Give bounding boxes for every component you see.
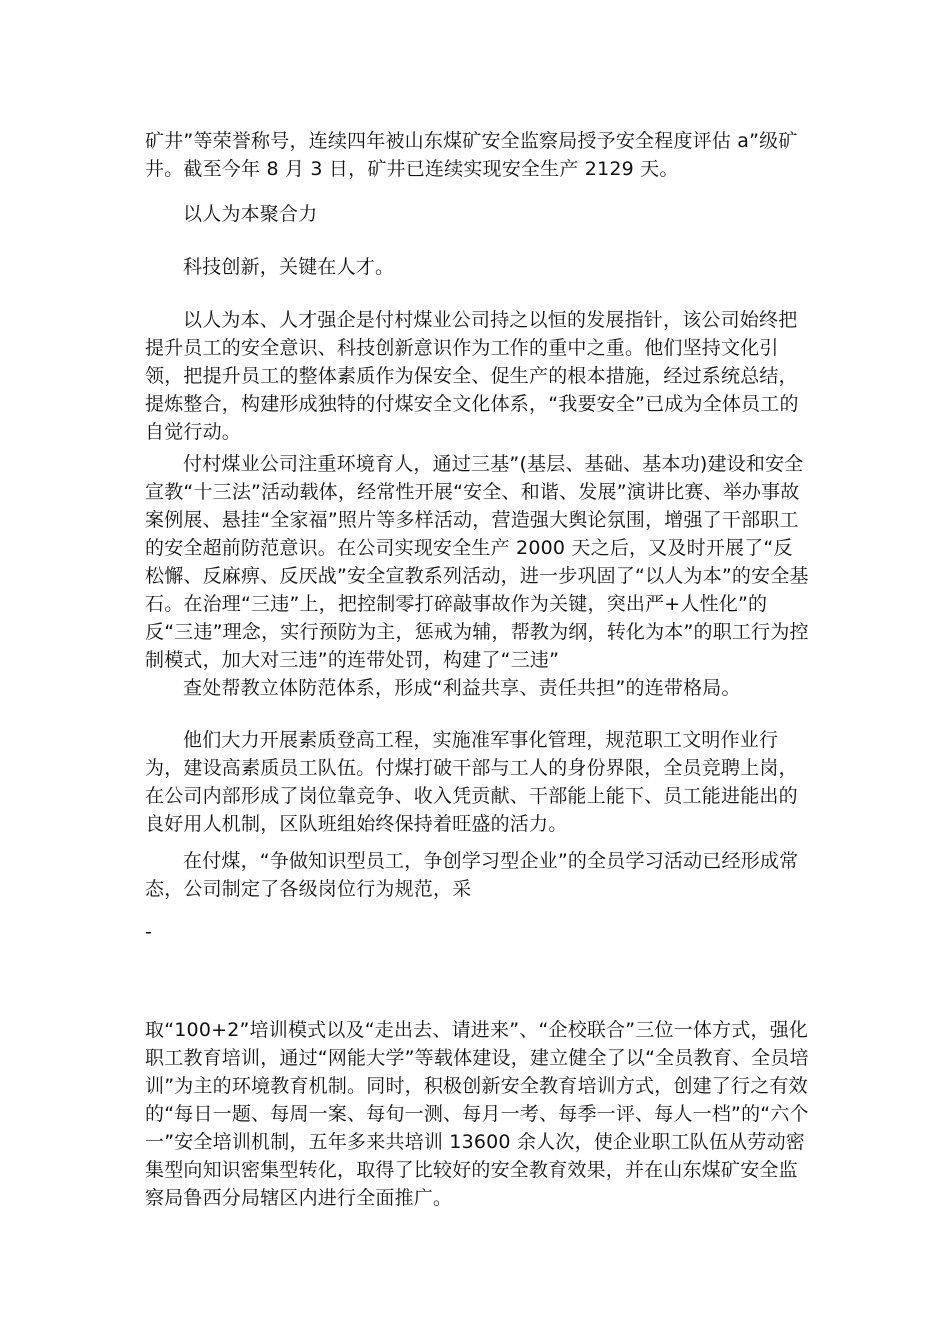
paragraph-training: 取“100+2”培训模式以及“走出去、请进来”、“企校联合”三位一体方式，强化职工教育培训，通过“网能大学”等载体建设，建立健全了以“全员教育、全员培训”为主的环境教育机制。同时，积极创新安全教育培训方式，创建了行之有效的“每日一题、每周一案、每旬一测、每月一考、每季一评、每人一档”的“六个一”安全培训机制，五年多来共培训 13600 余人次，使企业职工队伍从劳动密集型向知识密集型转化，取得了比较好的安全教育效果，并在山东煤矿安全监察局鲁西分局辖区内进行全面推广。 — [145, 1019, 809, 1209]
paragraph-people-oriented: 以人为本、人才强企是付村煤业公司持之以恒的发展指针，该公司始终把提升员工的安全意识、科技创新意识作为工作的重中之重。他们坚持文化引领，把提升员工的整体素质作为保安全、促生产的根本措施，经过系统总结，提炼整合，构建形成独特的付煤安全文化体系，“我要安全”已成为全体员工的自觉行动。 — [145, 309, 799, 443]
paragraph-quality: 他们大力开展素质登高工程，实施准军事化管理，规范职工文明作业行为，建设高素质员工队伍。付煤打破干部与工人的身份界限，全员竞聘上岗，在公司内部形成了岗位靠竞争、收入凭贡献、干部能上能下、员工能进能出的良好用人机制，区队班组始终保持着旺盛的活力。 — [145, 729, 798, 835]
paragraph-learning: 在付煤，“争做知识型员工，争创学习型企业”的全员学习活动已经形成常态，公司制定了各级岗位行为规范，采 — [145, 850, 799, 900]
paragraph-prevention: 查处帮教立体防范体系，形成“利益共享、责任共担”的连带格局。 — [183, 677, 741, 699]
paragraph-honors: 矿井”等荣誉称号，连续四年被山东煤矿安全监察局授予安全程度评估 a”级矿井。截至今年 8 月 3 日，矿井已连续实现安全生产 2129 天。 — [145, 130, 798, 180]
page-separator: - — [145, 921, 152, 943]
paragraph-environment: 付村煤业公司注重环境育人，通过三基”(基层、基础、基本功)建设和安全宣教“十三法”活动载体，经常性开展“安全、和谐、发展”演讲比赛、举办事故案例展、悬挂“全家福”照片等多样活动，营造强大舆论氛围，增强了干部职工的安全超前防范意识。在公司实现安全生产 2000 天之后，又及时开展了“反松懈、反麻痹、反厌战”安全宣教系列活动，进一步巩固了“以人为本”的安全基石。在治理“三违”上，把控制零打碎敲事故作为关键，突出严+人性化”的反“三违”理念，实行预防为主，惩戒为辅，帮教为纲，转化为本”的职工行为控制模式，加大对三违”的连带处罚，构建了“三违” — [145, 453, 809, 671]
paragraph-talent: 科技创新，关键在人才。 — [183, 256, 395, 278]
section-heading: 以人为本聚合力 — [183, 203, 318, 225]
